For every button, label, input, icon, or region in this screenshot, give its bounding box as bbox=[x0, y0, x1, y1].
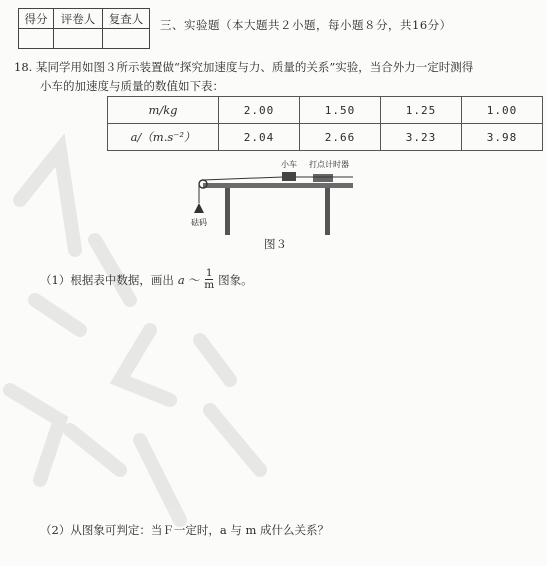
timer-label: 打点计时器 bbox=[309, 160, 349, 169]
grader-cell[interactable] bbox=[54, 29, 103, 49]
mass-value: 2.00 bbox=[219, 97, 300, 124]
question-18-text bbox=[14, 58, 539, 96]
fraction bbox=[204, 268, 214, 291]
cart-label: 小车 bbox=[281, 160, 297, 169]
score-box bbox=[18, 8, 150, 49]
table-leg bbox=[225, 188, 230, 235]
table-row bbox=[108, 97, 543, 124]
part-1-suffix: 图象。 bbox=[218, 272, 253, 287]
acceleration-value: 2.66 bbox=[300, 124, 381, 151]
apparatus-figure bbox=[185, 155, 360, 235]
acceleration-value: 3.23 bbox=[381, 124, 462, 151]
mass-value: 1.50 bbox=[300, 97, 381, 124]
score-cell[interactable] bbox=[19, 29, 54, 49]
question-line-2: 小车的加速度与质量的数值如下表： bbox=[40, 79, 224, 93]
table-top bbox=[203, 183, 353, 188]
acceleration-header: a/（m.s⁻²） bbox=[108, 124, 219, 151]
part-2: （2）从图象可判定：当Ｆ一定时，a 与 m 成什么关系？ bbox=[40, 523, 330, 537]
var-a: a bbox=[177, 272, 185, 287]
cart-icon bbox=[282, 172, 296, 181]
answer-area[interactable] bbox=[40, 300, 520, 510]
question-line-1: 某同学用如图３所示装置做“探究加速度与力、质量的关系”实验，当合外力一定时测得 bbox=[36, 60, 474, 74]
mass-header: m/kg bbox=[108, 97, 219, 124]
reviewer-label: 复查人 bbox=[103, 9, 150, 29]
string bbox=[203, 177, 283, 180]
numerator: 1 bbox=[205, 267, 213, 279]
score-label: 得分 bbox=[19, 9, 54, 29]
grader-label: 评卷人 bbox=[54, 9, 103, 29]
weight-label: 砝码 bbox=[191, 218, 207, 227]
timer-icon bbox=[313, 174, 333, 182]
weight-icon bbox=[194, 203, 204, 213]
section-title: 三、实验题（本大题共２小题，每小题８分，共16分） bbox=[160, 18, 452, 32]
table-row bbox=[108, 124, 543, 151]
tilde: ～ bbox=[188, 272, 201, 287]
figure-caption: 图３ bbox=[264, 237, 287, 251]
data-table bbox=[107, 96, 543, 151]
acceleration-value: 3.98 bbox=[462, 124, 543, 151]
mass-value: 1.25 bbox=[381, 97, 462, 124]
acceleration-value: 2.04 bbox=[219, 124, 300, 151]
denominator: m bbox=[204, 279, 215, 291]
part-1 bbox=[40, 268, 253, 291]
table-leg bbox=[325, 188, 330, 235]
reviewer-cell[interactable] bbox=[103, 29, 150, 49]
mass-value: 1.00 bbox=[462, 97, 543, 124]
question-number: 18. bbox=[14, 60, 33, 74]
part-1-prefix: （1）根据表中数据，画出 bbox=[40, 272, 174, 287]
